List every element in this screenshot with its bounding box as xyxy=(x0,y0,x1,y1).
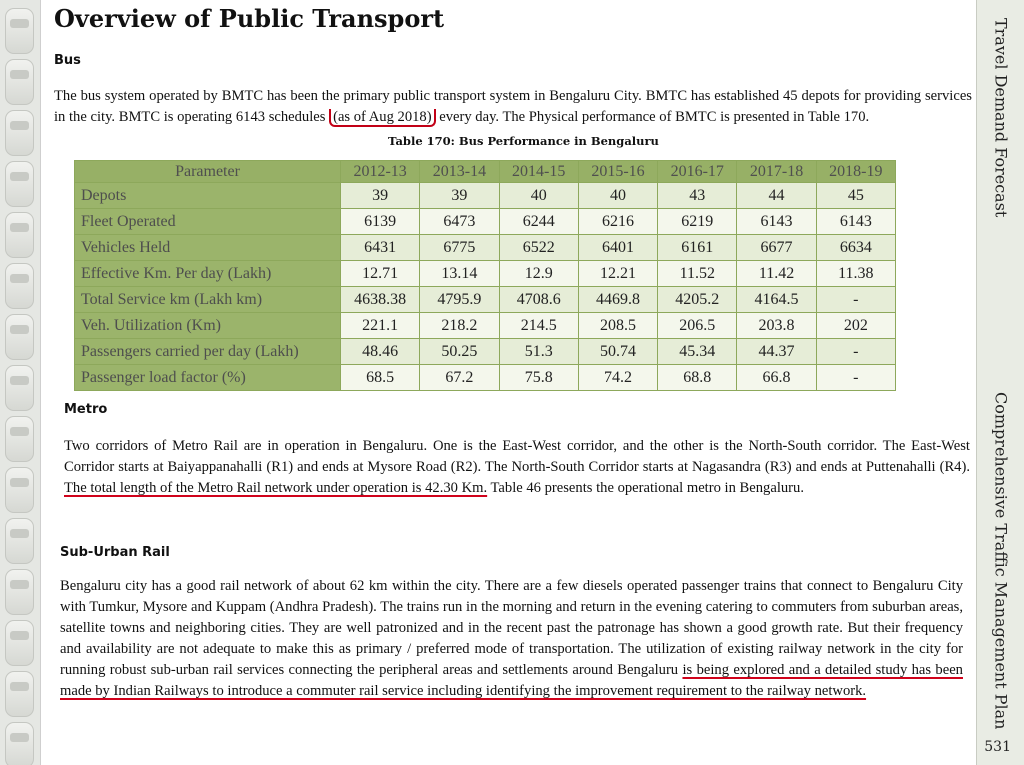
value-cell: 39 xyxy=(341,183,420,209)
value-cell: 4164.5 xyxy=(737,287,816,313)
value-cell: 6677 xyxy=(737,235,816,261)
page-number: 531 xyxy=(984,739,1011,755)
decorative-car-icon xyxy=(5,416,34,462)
table-row xyxy=(75,339,896,365)
value-cell: 218.2 xyxy=(420,313,499,339)
decorative-car-icon xyxy=(5,59,34,105)
suburban-paragraph xyxy=(60,576,963,702)
parameter-cell: Fleet Operated xyxy=(75,209,341,235)
value-cell: 6244 xyxy=(499,209,578,235)
value-cell: 39 xyxy=(420,183,499,209)
suburban-highlight: is being explored and a detailed study has been made by Indian Railways to introduce a commuter rail service including identifying the improvement requirement to the railway network. xyxy=(60,662,963,699)
value-cell: 12.71 xyxy=(341,261,420,287)
table-crop-edge xyxy=(74,392,898,406)
decorative-car-icon xyxy=(5,365,34,411)
value-cell: - xyxy=(816,365,895,391)
value-cell: 6139 xyxy=(341,209,420,235)
value-cell: 221.1 xyxy=(341,313,420,339)
parameter-cell: Passengers carried per day (Lakh) xyxy=(75,339,341,365)
value-cell: 75.8 xyxy=(499,365,578,391)
value-cell: 6473 xyxy=(420,209,499,235)
right-sidebar xyxy=(976,0,1024,765)
value-cell: 43 xyxy=(658,183,737,209)
column-header: 2013-14 xyxy=(420,161,499,183)
suburban-text-1: Bengaluru city has a good rail network of about 62 km within the city. There are a few diesels operated passenger trains that connect to Bengaluru City with Tumkur, Mysore and Kuppam (Andhra Pradesh). The trains run in the morning and return in the evening catering to commuters from suburban areas, satellite towns and neighboring cities. They are well patronized and in the recent past the patronage has shown a good growth rate. But their frequency and availability are not adequate to make this as primary / preferred mode of transportation. The utilization of existing railway network in the city for running robust sub-urban rail services connecting the peripheral areas and settlements around Bengaluru xyxy=(60,578,963,678)
parameter-cell: Passenger load factor (%) xyxy=(75,365,341,391)
bus-text-2: every day. The Physical performance of BMTC is presented in Table 170. xyxy=(435,109,870,125)
value-cell: 50.25 xyxy=(420,339,499,365)
column-header: Parameter xyxy=(75,161,341,183)
section-label-bottom: Comprehensive Traffic Management Plan xyxy=(991,392,1011,730)
table-row xyxy=(75,313,896,339)
value-cell: 6401 xyxy=(578,235,657,261)
decorative-car-icon xyxy=(5,8,34,54)
value-cell: 4205.2 xyxy=(658,287,737,313)
value-cell: 12.21 xyxy=(578,261,657,287)
parameter-cell: Vehicles Held xyxy=(75,235,341,261)
value-cell: 68.5 xyxy=(341,365,420,391)
table-caption: Table 170: Bus Performance in Bengaluru xyxy=(388,134,659,148)
value-cell: 12.9 xyxy=(499,261,578,287)
bus-paragraph xyxy=(54,86,972,128)
value-cell: 44 xyxy=(737,183,816,209)
decorative-left-strip xyxy=(0,0,40,765)
decorative-car-icon xyxy=(5,620,34,666)
value-cell: 11.38 xyxy=(816,261,895,287)
metro-paragraph xyxy=(64,436,970,499)
decorative-car-icon xyxy=(5,161,34,207)
value-cell: 6219 xyxy=(658,209,737,235)
suburban-heading: Sub-Urban Rail xyxy=(60,545,170,560)
section-label-top: Travel Demand Forecast xyxy=(991,18,1011,218)
table-header-row xyxy=(75,161,896,183)
column-header: 2014-15 xyxy=(499,161,578,183)
table-row xyxy=(75,209,896,235)
value-cell: 13.14 xyxy=(420,261,499,287)
value-cell: 74.2 xyxy=(578,365,657,391)
column-header: 2018-19 xyxy=(816,161,895,183)
table-row xyxy=(75,235,896,261)
value-cell: 203.8 xyxy=(737,313,816,339)
parameter-cell: Effective Km. Per day (Lakh) xyxy=(75,261,341,287)
metro-highlight: The total length of the Metro Rail network under operation is 42.30 Km. xyxy=(64,480,488,496)
decorative-car-icon xyxy=(5,722,34,765)
bus-text-1: The bus system operated by BMTC has been the primary public transport system in Bengaluru City. BMTC has established 45 depots for providing services in the city. BMTC is operating 6143 schedules xyxy=(54,88,972,125)
value-cell: 6161 xyxy=(658,235,737,261)
metro-text-2: Table 46 presents the operational metro in Bengaluru. xyxy=(487,480,804,496)
value-cell: 51.3 xyxy=(499,339,578,365)
date-highlight: (as of Aug 2018) xyxy=(329,109,436,127)
value-cell: 68.8 xyxy=(658,365,737,391)
table-row xyxy=(75,183,896,209)
value-cell: 206.5 xyxy=(658,313,737,339)
value-cell: 4469.8 xyxy=(578,287,657,313)
parameter-cell: Depots xyxy=(75,183,341,209)
value-cell: 4708.6 xyxy=(499,287,578,313)
value-cell: - xyxy=(816,339,895,365)
parameter-cell: Total Service km (Lakh km) xyxy=(75,287,341,313)
value-cell: 4638.38 xyxy=(341,287,420,313)
decorative-car-icon xyxy=(5,212,34,258)
decorative-car-icon xyxy=(5,110,34,156)
value-cell: 202 xyxy=(816,313,895,339)
value-cell: 214.5 xyxy=(499,313,578,339)
value-cell: 6216 xyxy=(578,209,657,235)
value-cell: 6775 xyxy=(420,235,499,261)
column-header: 2015-16 xyxy=(578,161,657,183)
value-cell: 67.2 xyxy=(420,365,499,391)
value-cell: 45.34 xyxy=(658,339,737,365)
value-cell: - xyxy=(816,287,895,313)
value-cell: 208.5 xyxy=(578,313,657,339)
value-cell: 48.46 xyxy=(341,339,420,365)
value-cell: 50.74 xyxy=(578,339,657,365)
table-row xyxy=(75,365,896,391)
value-cell: 40 xyxy=(578,183,657,209)
value-cell: 11.42 xyxy=(737,261,816,287)
column-header: 2016-17 xyxy=(658,161,737,183)
decorative-car-icon xyxy=(5,671,34,717)
decorative-car-icon xyxy=(5,467,34,513)
value-cell: 11.52 xyxy=(658,261,737,287)
table-row xyxy=(75,261,896,287)
table-body xyxy=(75,183,896,391)
value-cell: 6522 xyxy=(499,235,578,261)
metro-heading: Metro xyxy=(64,402,108,417)
value-cell: 4795.9 xyxy=(420,287,499,313)
page-title: Overview of Public Transport xyxy=(54,4,445,33)
value-cell: 6634 xyxy=(816,235,895,261)
decorative-car-icon xyxy=(5,314,34,360)
column-header: 2012-13 xyxy=(341,161,420,183)
value-cell: 6143 xyxy=(816,209,895,235)
column-header: 2017-18 xyxy=(737,161,816,183)
value-cell: 6143 xyxy=(737,209,816,235)
bus-heading: Bus xyxy=(54,53,81,68)
value-cell: 45 xyxy=(816,183,895,209)
value-cell: 6431 xyxy=(341,235,420,261)
value-cell: 44.37 xyxy=(737,339,816,365)
decorative-car-icon xyxy=(5,569,34,615)
parameter-cell: Veh. Utilization (Km) xyxy=(75,313,341,339)
table-row xyxy=(75,287,896,313)
metro-text-1: Two corridors of Metro Rail are in operation in Bengaluru. One is the East-West corridor, and the other is the North-South corridor. The East-West Corridor starts at Baiyappanahalli (R1) and ends at Mysore Road (R2). The North-South Corridor starts at Nagasandra (R3) and ends at Puttenahalli (R4). xyxy=(64,438,970,475)
value-cell: 40 xyxy=(499,183,578,209)
decorative-car-icon xyxy=(5,263,34,309)
value-cell: 66.8 xyxy=(737,365,816,391)
decorative-car-icon xyxy=(5,518,34,564)
bus-performance-table xyxy=(74,160,896,391)
